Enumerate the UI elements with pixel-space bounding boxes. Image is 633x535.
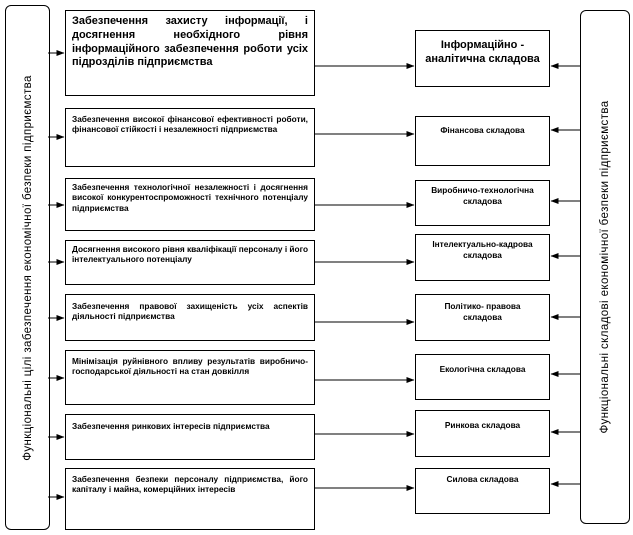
component-box-1: Інформаційно - аналітична складова: [415, 30, 550, 87]
component-box-6: Екологічна складова: [415, 354, 550, 400]
component-box-7: Ринкова складова: [415, 410, 550, 457]
goal-box-6: Мінімізація руйнівного впливу результатів виробничо-господарської діяльності на стан довкілля: [65, 350, 315, 405]
goals-panel-label: Функціональні цілі забезпечення економічної безпеки підприємства: [21, 74, 34, 461]
goal-box-5: Забезпечення правової захищеність усіх аспектів діяльності підприємства: [65, 294, 315, 341]
goal-box-4: Досягнення високого рівня кваліфікації персоналу і його інтелектуального потенціалу: [65, 240, 315, 285]
goal-box-7: Забезпечення ринкових інтересів підприємства: [65, 414, 315, 460]
components-panel-label: Функціональні складові економічної безпеки підприємства: [599, 100, 611, 434]
goal-box-1: Забезпечення захисту інформації, і досягнення необхідного рівня інформаційного забезпечення роботи усіх підрозділів підприємства: [65, 10, 315, 96]
component-box-3: Виробничо-технологічна складова: [415, 180, 550, 226]
component-box-8: Силова складова: [415, 468, 550, 514]
goal-box-2: Забезпечення високої фінансової ефективності роботи, фінансової стійкості і незалежності підприємства: [65, 108, 315, 167]
goal-box-8: Забезпечення безпеки персоналу підприємства, його капіталу і майна, комерційних інтересів: [65, 468, 315, 530]
component-box-4: Інтелектуально-кадрова складова: [415, 234, 550, 281]
component-box-5: Політико- правова складова: [415, 294, 550, 341]
component-box-2: Фінансова складова: [415, 116, 550, 166]
goal-box-3: Забезпечення технологічної незалежності і досягнення високої конкурентоспроможності технічного потенціалу підприємства: [65, 178, 315, 231]
